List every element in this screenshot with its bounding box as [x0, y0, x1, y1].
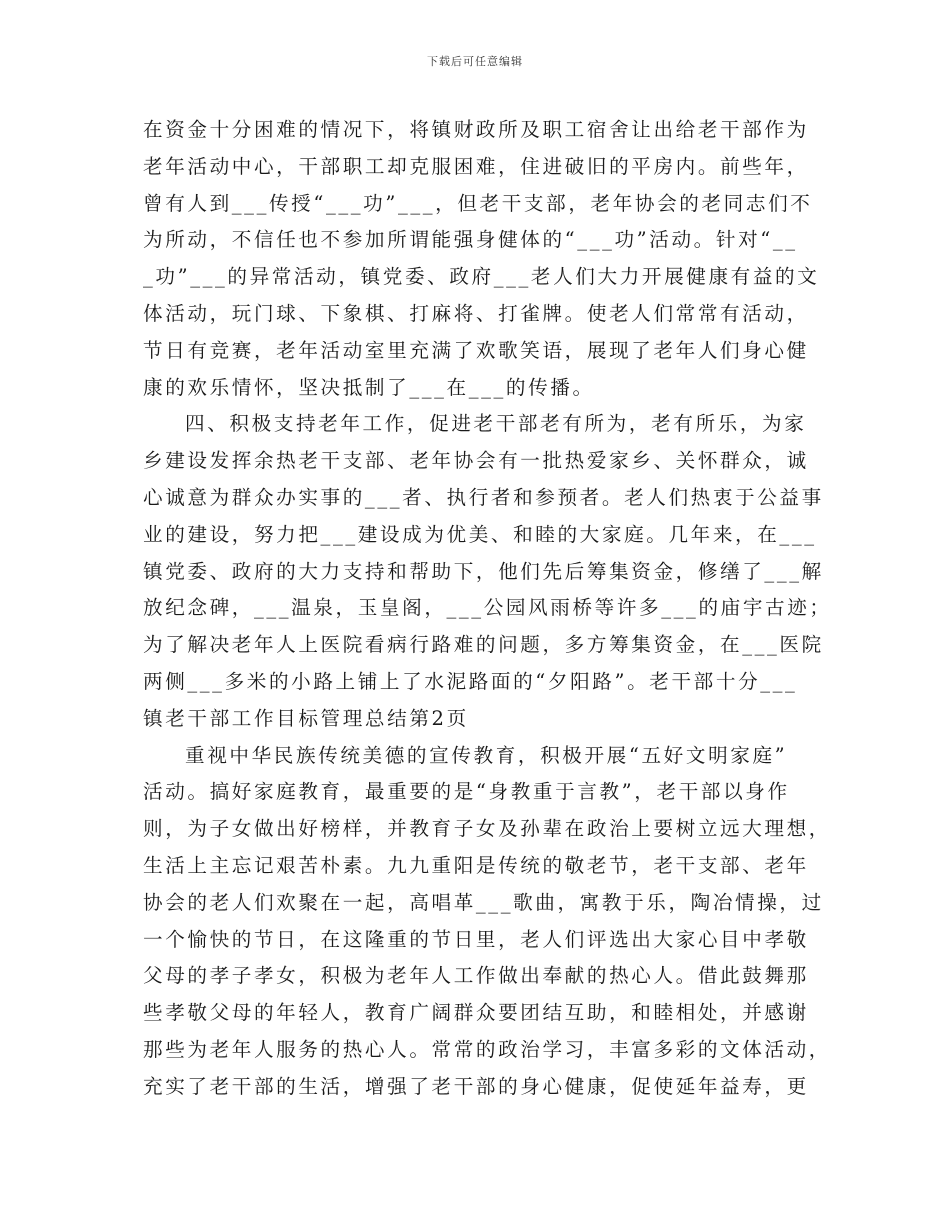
text-line: 生活上主忘记艰苦朴素。九九重阳是传统的敬老节，老干支部、老年 [143, 853, 809, 877]
text-line: 为了解决老年人上医院看病行路难的问题，多方筹集资金，在___医院 [143, 633, 824, 657]
text-line: 业的建设，努力把___建设成为优美、和睦的大家庭。几年来，在___ [143, 522, 817, 546]
text-line: 体活动，玩门球、下象棋、打麻将、打雀牌。使老人们常常有活动， [143, 301, 809, 325]
text-line: 镇老干部工作目标管理总结第2页 [143, 706, 469, 730]
text-line: 放纪念碑，___温泉，玉皇阁，___公园风雨桥等许多___的庙宇古迹； [143, 596, 832, 620]
text-line: 重视中华民族传统美德的宣传教育，积极开展“五好文明家庭” [185, 743, 788, 767]
text-line: 父母的孝子孝女，积极为老年人工作做出奉献的热心人。借此鼓舞那 [143, 964, 809, 988]
text-line: 曾有人到___传授“___功”___，但老干支部，老年协会的老同志们不 [143, 191, 813, 215]
text-line: 些孝敬父母的年轻人，教育广阔群众要团结互助，和睦相处，并感谢 [143, 1001, 809, 1025]
text-line: 在资金十分困难的情况下，将镇财政所及职工宿舍让出给老干部作为 [143, 118, 809, 141]
document-body [143, 112, 832, 1106]
text-line: 老年活动中心，干部职工却克服困难，住进破旧的平房内。前些年， [143, 154, 809, 178]
page-header: 下载后可任意编辑 [427, 55, 523, 68]
text-line: 一个愉快的节日，在这隆重的节日里，老人们评选出大家心目中孝敬 [143, 927, 809, 951]
text-line: 两侧___多米的小路上铺上了水泥路面的“夕阳路”。老干部十分___ [143, 669, 798, 693]
text-line: 那些为老年人服务的热心人。常常的政治学习，丰富多彩的文体活动， [143, 1037, 832, 1061]
text-line: 四、积极支持老年工作，促进老干部老有所为，老有所乐，为家 [185, 412, 807, 436]
text-line: 康的欢乐情怀，坚决抵制了___在___的传播。 [143, 375, 595, 399]
text-line: 乡建设发挥余热老干支部、老年协会有一批热爱家乡、关怀群众，诚 [143, 449, 809, 473]
text-line: _功”___的异常活动，镇党委、政府___老人们大力开展健康有益的文 [143, 265, 820, 289]
text-line: 心诚意为群众办实事的___者、执行者和参预者。老人们热衷于公益事 [143, 485, 824, 509]
text-line: 镇党委、政府的大力支持和帮助下，他们先后筹集资金，修缮了___解 [143, 559, 824, 583]
text-line: 为所动，不信任也不参加所谓能强身健体的“___功”活动。针对“__ [143, 228, 798, 252]
text-line: 活动。搞好家庭教育，最重要的是“身教重于言教”，老干部以身作 [143, 780, 790, 804]
text-line: 则，为子女做出好榜样，并教育子女及孙辈在政治上要树立远大理想， [143, 817, 832, 841]
text-line: 协会的老人们欢聚在一起，高唱革___歌曲，寓教于乐，陶冶情操，过 [143, 890, 824, 914]
text-line: 节日有竞赛，老年活动室里充满了欢歌笑语，展现了老年人们身心健 [143, 338, 809, 362]
text-line: 充实了老干部的生活，增强了老干部的身心健康，促使延年益寿，更 [143, 1074, 809, 1098]
